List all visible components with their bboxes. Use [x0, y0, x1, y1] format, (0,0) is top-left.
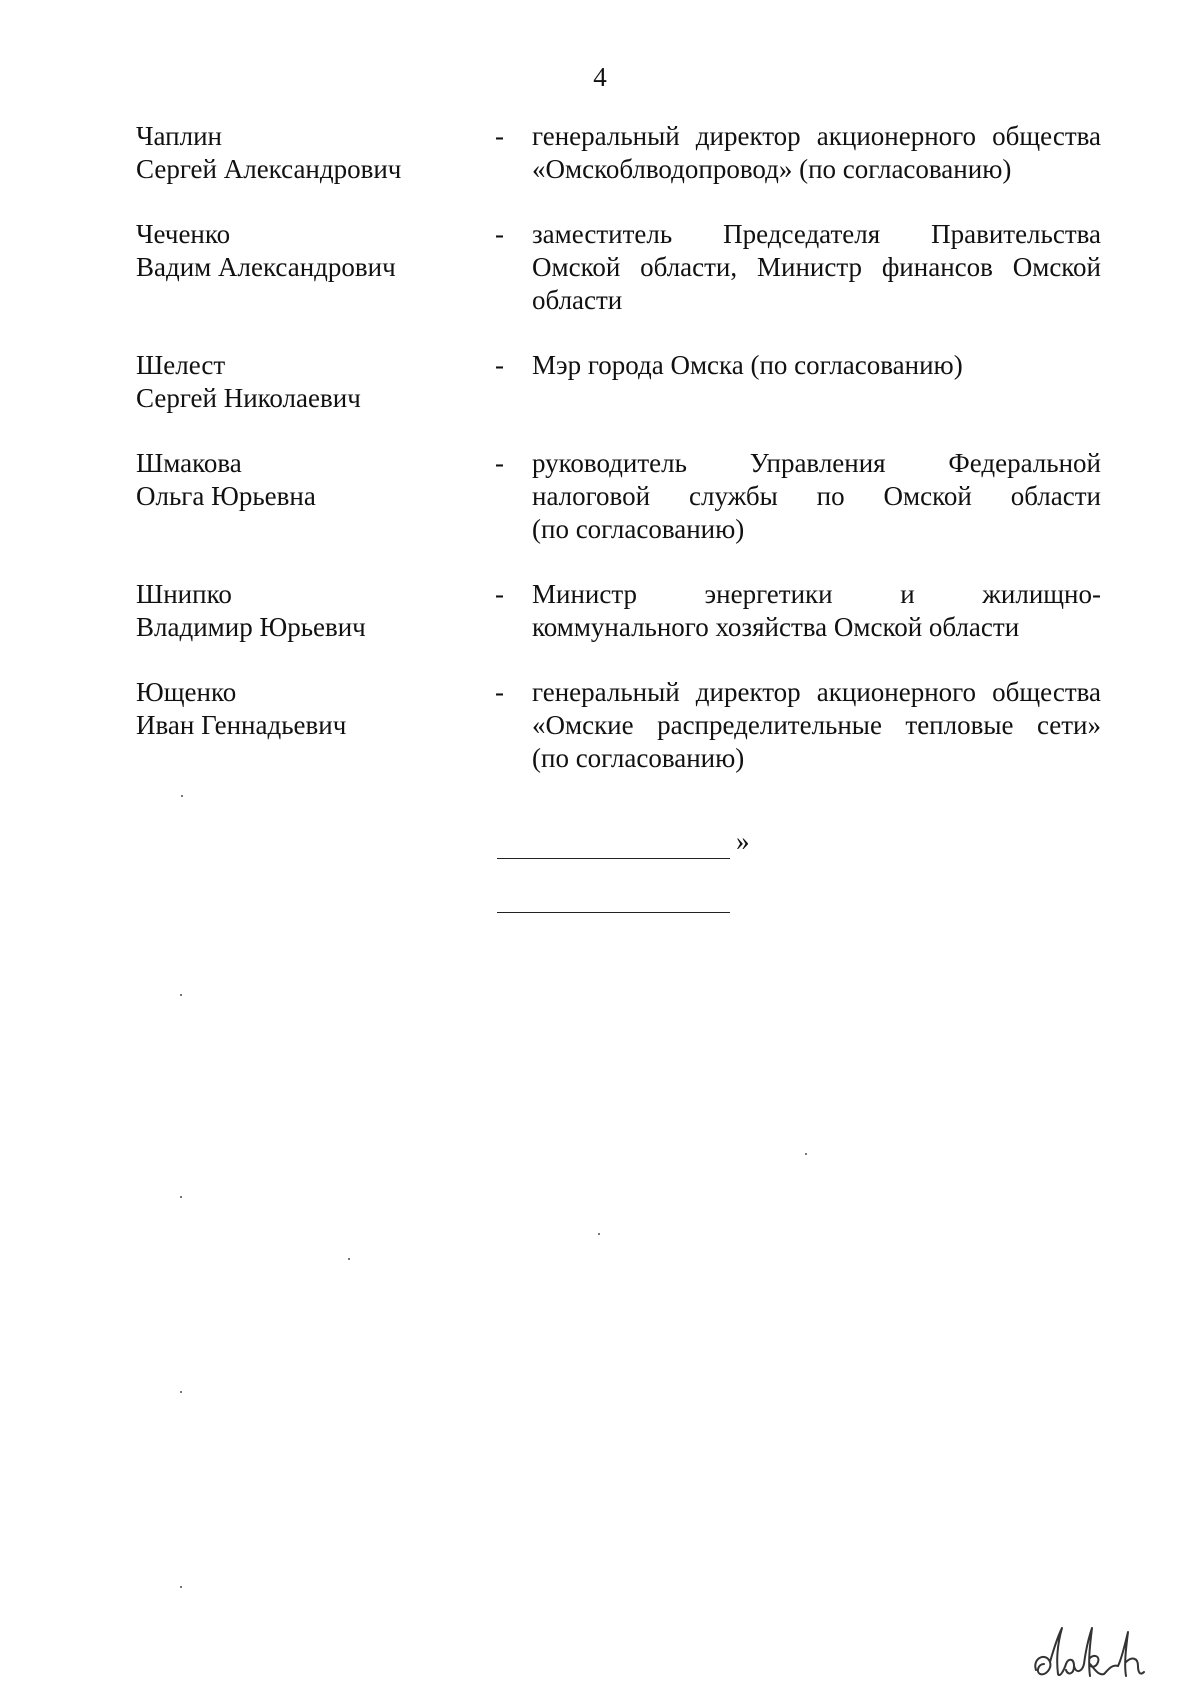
member-name — [136, 218, 476, 284]
member-role-line: (по согласованию) — [532, 514, 745, 544]
member-role — [532, 578, 1101, 644]
member-role — [532, 120, 1101, 186]
member-role — [532, 349, 1101, 382]
scan-speck — [598, 1233, 600, 1235]
member-role — [532, 676, 1101, 775]
member-role-line: «Омские распределительные тепловые сети» — [532, 710, 1101, 740]
scan-speck — [180, 1391, 182, 1393]
handwritten-signature — [1028, 1618, 1168, 1688]
closing-quote-mark: » — [736, 826, 750, 856]
member-surname: Ющенко — [136, 677, 237, 707]
member-dash: - — [495, 219, 504, 249]
closing-underline-2 — [497, 912, 730, 913]
member-given-names: Иван Геннадьевич — [136, 710, 347, 740]
member-role-line: генеральный директор акционерного общества — [532, 677, 1101, 707]
member-given-names: Ольга Юрьевна — [136, 481, 316, 511]
member-name — [136, 120, 476, 186]
member-dash: - — [495, 121, 504, 151]
member-role — [532, 447, 1101, 546]
member-surname: Шнипко — [136, 579, 232, 609]
member-dash: - — [495, 448, 504, 478]
member-role-line: руководитель Управления Федеральной — [532, 448, 1101, 478]
member-role-line: «Омскоблводопровод» (по согласованию) — [532, 154, 1012, 184]
member-given-names: Сергей Александрович — [136, 154, 402, 184]
member-surname: Чеченко — [136, 219, 231, 249]
scan-speck — [180, 1196, 182, 1198]
member-surname: Шелест — [136, 350, 226, 380]
member-surname: Шмакова — [136, 448, 242, 478]
member-name — [136, 676, 476, 742]
member-role-line: генеральный директор акционерного общества — [532, 121, 1101, 151]
member-role-line: (по согласованию) — [532, 743, 745, 773]
scan-speck — [805, 1153, 807, 1155]
scan-speck — [180, 994, 182, 996]
member-role — [532, 218, 1101, 317]
member-given-names: Вадим Александрович — [136, 252, 396, 282]
member-role-line: налоговой службы по Омской области — [532, 481, 1101, 511]
member-name — [136, 349, 476, 415]
member-role-line: Мэр города Омска (по согласованию) — [532, 350, 963, 380]
member-role-line: Министр энергетики и жилищно- — [532, 579, 1101, 609]
scan-speck — [348, 1258, 350, 1260]
member-name — [136, 447, 476, 513]
member-name — [136, 578, 476, 644]
member-dash: - — [495, 579, 504, 609]
scan-speck — [180, 1586, 182, 1588]
member-role-line: Омской области, Министр финансов Омской — [532, 252, 1101, 282]
member-given-names: Сергей Николаевич — [136, 383, 361, 413]
closing-underline-1 — [497, 858, 730, 859]
member-dash: - — [495, 677, 504, 707]
member-given-names: Владимир Юрьевич — [136, 612, 366, 642]
page-number: 4 — [593, 62, 607, 92]
scan-speck — [181, 795, 183, 797]
member-role-line: области — [532, 285, 623, 315]
member-dash: - — [495, 350, 504, 380]
member-surname: Чаплин — [136, 121, 222, 151]
member-role-line: коммунального хозяйства Омской области — [532, 612, 1020, 642]
member-role-line: заместитель Председателя Правительства — [532, 219, 1101, 249]
